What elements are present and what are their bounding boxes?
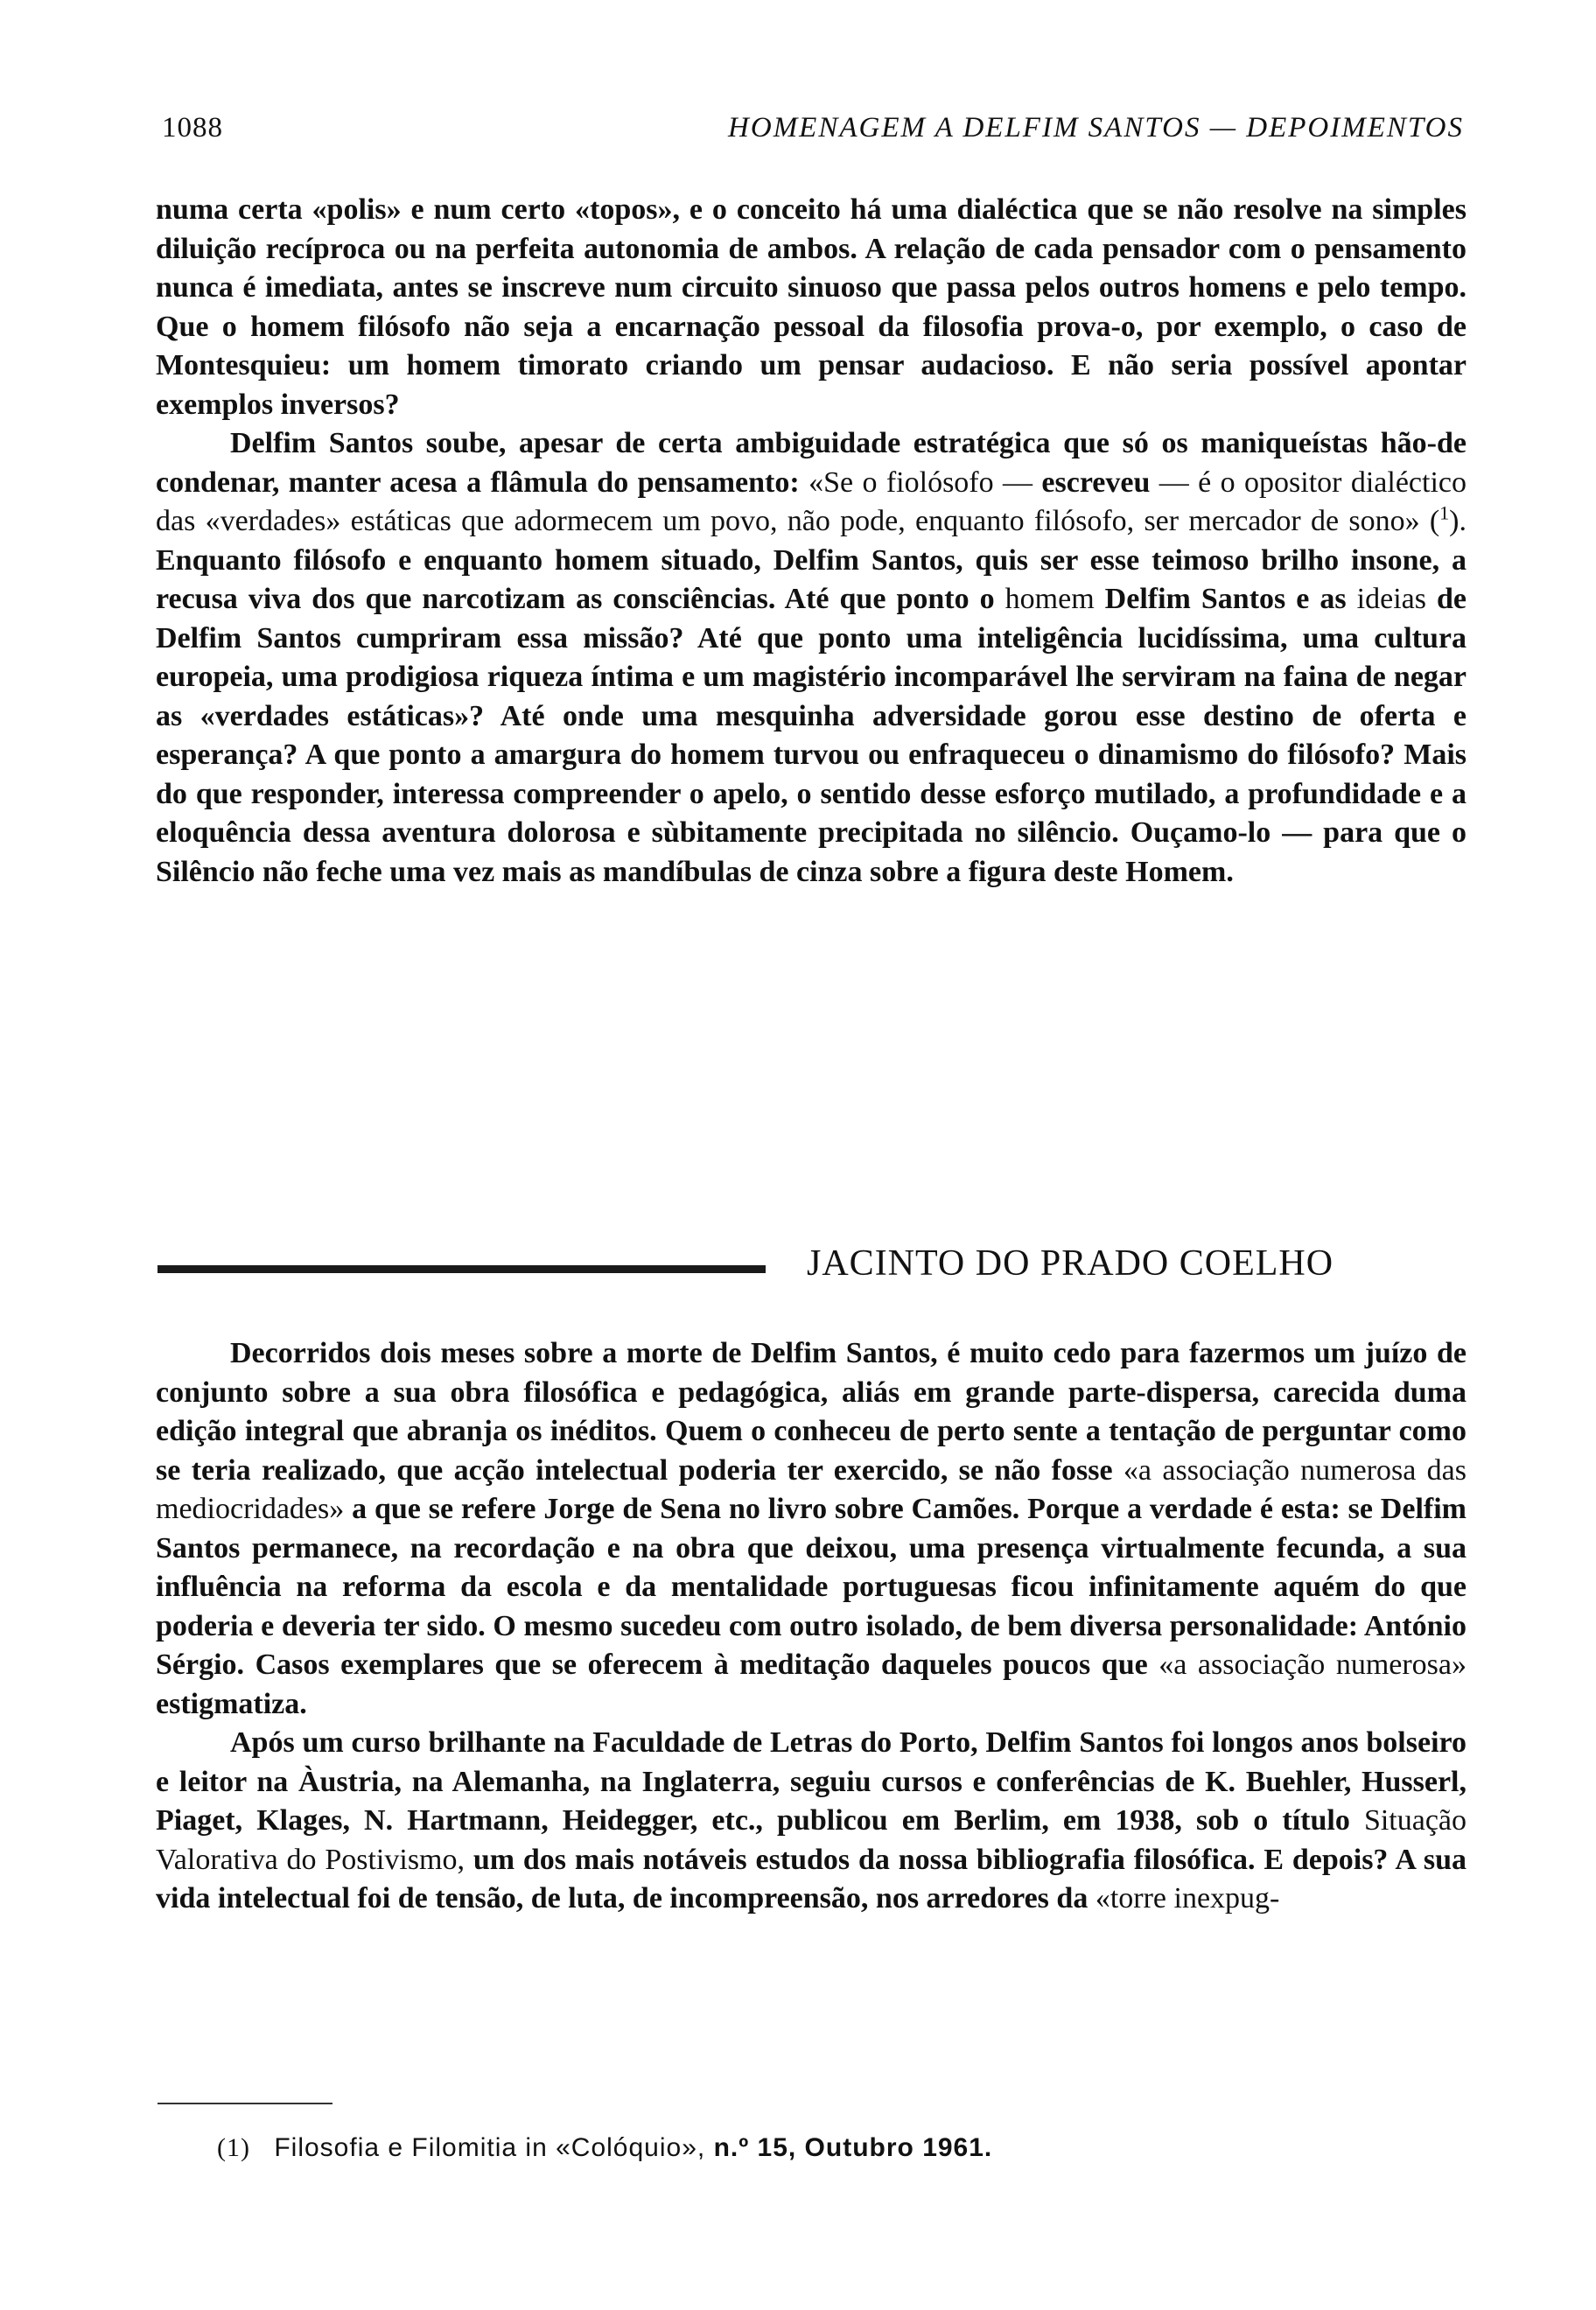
footnote-mark: (1) — [217, 2133, 250, 2162]
text-run: Após um curso brilhante na Faculdade de Letras do Porto, Delfim Santos foi longos anos bolseiro e leitor na Àustria, na Alemanha, na Inglaterra, seguiu cursos e conferências de K. Buehler, Husserl, Piaget, Klages, N. Hartmann, Heidegger, etc., publicou em Berlim, em 1938, sob o título — [156, 1726, 1466, 1837]
text-run: um dos mais notáveis estudos da nossa bibliografia filosófica. E depois? A sua vida intelectual foi de tensão, de luta, de incompreensão, nos arredores da — [156, 1843, 1466, 1914]
text-run: Delfim Santos e as — [1104, 583, 1347, 615]
section-1-body — [156, 191, 1466, 892]
text-run: homem — [1004, 583, 1095, 615]
footnote-reference-text: n.º 15, Outubro 1961. — [713, 2133, 993, 2162]
book-title: Situação Valorativa do Postivismo, — [156, 1804, 1467, 1876]
section-heading: JACINTO DO PRADO COELHO — [807, 1243, 1334, 1284]
quote-run: «a associação numerosa» — [1158, 1648, 1466, 1681]
paragraph — [156, 1334, 1466, 1724]
text-run: de Delfim Santos cumpriram essa missão? Até que ponto uma inteligência lucidíssima, uma cultura europeia, uma prodigiosa riqueza íntima e um magistério incomparável lhe serviram na faina de negar as «verdades estáticas»? Até onde uma mesquinha adversidade gorou esse destino de oferta e esperança? A que ponto a amargura do homem turvou ou enfraqueceu o dinamismo do filósofo? Mais do que responder, interessa compreender o apelo, o sentido desse esforço mutilado, a profundidade e a eloquência dessa aventura dolorosa e sùbitamente precipitada no silêncio. Ouçamo-lo — para que o Silêncio não feche uma vez mais as mandíbulas de cinza sobre a figura deste Homem. — [156, 583, 1467, 888]
page-number: 1088 — [162, 112, 223, 144]
running-title: HOMENAGEM A DELFIM SANTOS — DEPOIMENTOS — [728, 112, 1464, 144]
paragraph: numa certa «polis» e num certo «topos», e o conceito há uma dialéctica que se não resolve na simples diluição recíproca ou na perfeita autonomia de ambos. A relação de cada pensador com o pensamento nunca é imediata, antes se inscreve num circuito sinuoso que passa pelos outros homens e pelo tempo. Que o homem filósofo não seja a encarnação pessoal da filosofia prova-o, por exemplo, o caso de Montesquieu: um homem timorato criando um pensar audacioso. E não seria possível apontar exemplos inversos? — [156, 193, 1466, 421]
quote-run: ). — [1449, 505, 1466, 537]
text-run: estigmatiza. — [156, 1687, 307, 1720]
quote-run: — é o opositor dialéctico das «verdades» estáticas que adormecem um povo, não pode, enquanto filósofo, ser mercador de sono» ( — [156, 466, 1467, 537]
paragraph — [156, 1724, 1466, 1919]
text-run: escreveu — [1041, 466, 1151, 499]
text-run: ideias — [1356, 583, 1426, 615]
text-run: Decorridos dois meses sobre a morte de Delfim Santos, é muito cedo para fazermos um juízo de conjunto sobre a sua obra filosófica e pedagógica, aliás em grande parte-dispersa, carecida duma edição integral que abranja os inéditos. Quem o conheceu de perto sente a tentação de perguntar como se teria realizado, que acção intelectual poderia ter exercido, se não fosse — [156, 1337, 1466, 1487]
text-run: a que se refere Jorge de Sena no livro sobre Camões. Porque a verdade é esta: se Delfim Santos permanece, na recordação e na obra que deixou, uma presença virtualmente fecunda, a sua influência na reforma da escola e da mentalidade portuguesas ficou infinitamente aquém do que poderia e deveria ter sido. O mesmo sucedeu com outro isolado, de bem diversa personalidade: António Sérgio. Casos exemplares que se oferecem à meditação daqueles poucos que — [156, 1493, 1466, 1681]
quote-run: «a associação numerosa das mediocridades» — [156, 1453, 1466, 1525]
text-run: Enquanto filósofo e enquanto homem situado, Delfim Santos, quis ser esse teimoso brilho insone, a recusa viva dos que narcotizam as consciências. Até que ponto o — [156, 543, 1466, 615]
footnote — [217, 2133, 992, 2163]
running-head — [162, 112, 1464, 150]
footnote-reference[interactable]: 1 — [1439, 501, 1450, 524]
quote-run: «torre inexpug- — [1095, 1882, 1280, 1914]
section-2-body — [156, 1334, 1466, 1919]
quote-run: «Se o fiolósofo — — [808, 466, 1033, 499]
footnote-rule — [158, 2103, 332, 2104]
text-run: Delfim Santos soube, apesar de certa ambiguidade estratégica que só os maniqueístas hão-de condenar, manter acesa a flâmula do pensamento: — [156, 427, 1466, 499]
footnote-text: Filosofia e Filomitia in «Colóquio», — [274, 2133, 706, 2162]
paragraph — [156, 424, 1466, 892]
section-divider-rule — [158, 1265, 766, 1273]
